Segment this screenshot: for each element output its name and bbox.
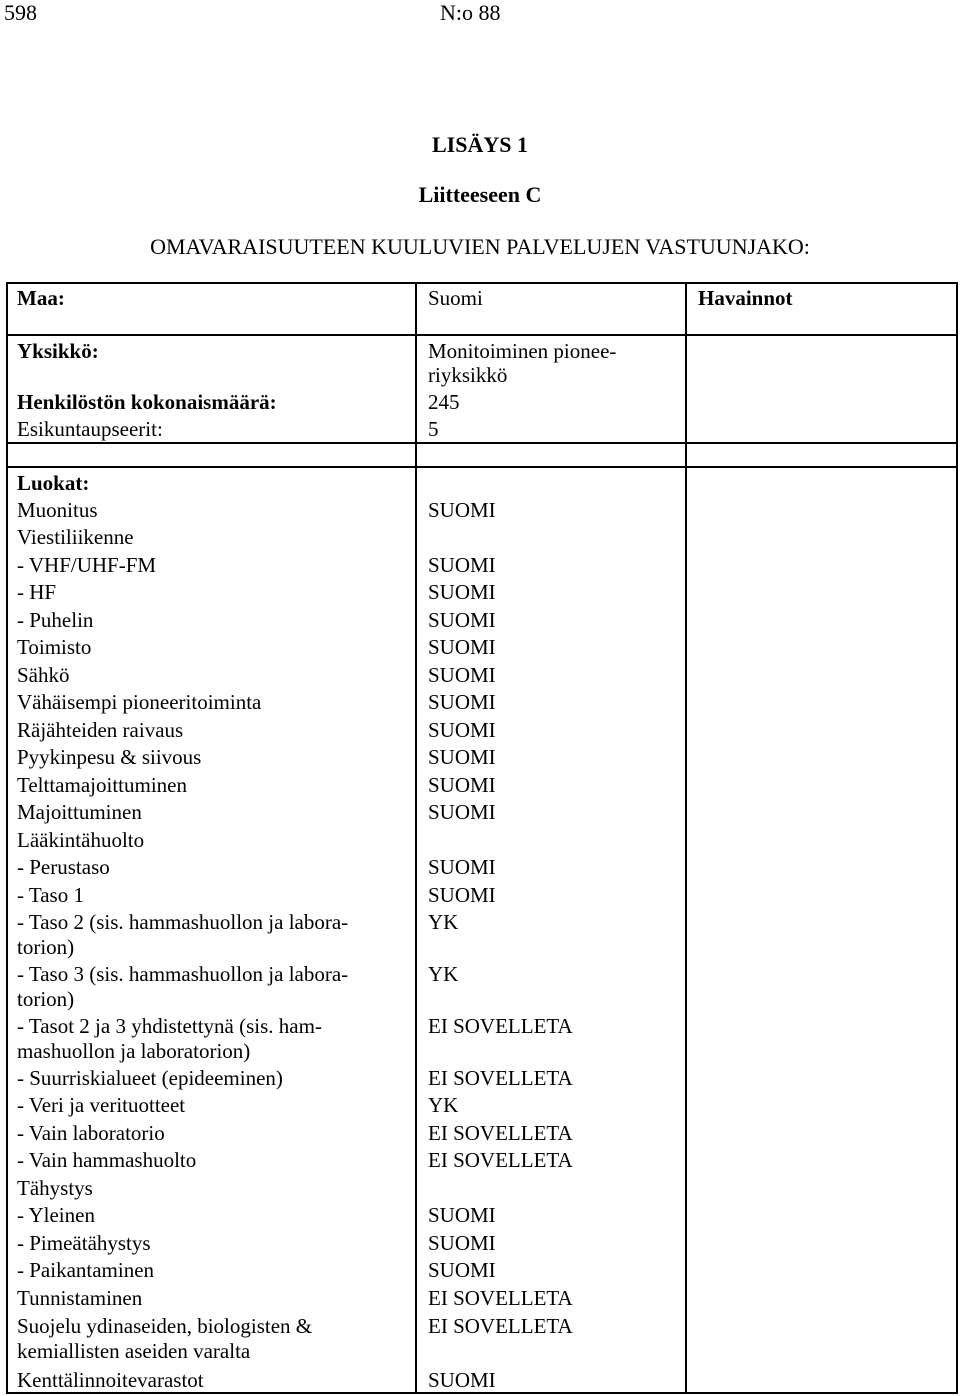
row-value: YK	[428, 962, 459, 986]
personnel-value: 245	[428, 390, 460, 414]
row-label: - Vain laboratorio	[17, 1121, 165, 1145]
table-rule	[6, 334, 958, 336]
table-column-divider	[685, 282, 687, 1394]
table-border-right	[956, 282, 958, 1394]
staff-officers-value: 5	[428, 417, 439, 441]
row-label: - Taso 2 (sis. hammashuollon ja labora-	[17, 910, 349, 934]
row-label: Toimisto	[17, 635, 92, 659]
row-label: Viestiliikenne	[17, 525, 134, 549]
row-label-continued: mashuollon ja laboratorion)	[17, 1039, 251, 1063]
row-value: SUOMI	[428, 773, 496, 797]
row-value: SUOMI	[428, 883, 496, 907]
row-label: - Perustaso	[17, 855, 110, 879]
row-label: - Yleinen	[17, 1203, 95, 1227]
table-border-left	[6, 282, 8, 1394]
row-value: SUOMI	[428, 718, 496, 742]
row-label: - Suurriskialueet (epideeminen)	[17, 1066, 283, 1090]
table-rule	[6, 442, 958, 444]
row-value: SUOMI	[428, 498, 496, 522]
row-label: Suojelu ydinaseiden, biologisten &	[17, 1314, 313, 1338]
observations-header: Havainnot	[698, 286, 793, 310]
table-heading: OMAVARAISUUTEEN KUULUVIEN PALVELUJEN VASTUUNJAKO:	[150, 234, 810, 259]
row-label: Majoittuminen	[17, 800, 142, 824]
row-label: Vähäisempi pioneeritoiminta	[17, 690, 262, 714]
row-value: EI SOVELLETA	[428, 1286, 573, 1310]
row-value: SUOMI	[428, 745, 496, 769]
row-value: SUOMI	[428, 580, 496, 604]
page-number: 598	[4, 0, 37, 25]
row-label: - Puhelin	[17, 608, 94, 632]
row-label: Tähystys	[17, 1176, 93, 1200]
categories-label: Luokat:	[17, 471, 90, 495]
row-label: Pyykinpesu & siivous	[17, 745, 202, 769]
row-label: Muonitus	[17, 498, 98, 522]
document-title: LISÄYS 1	[432, 132, 528, 157]
row-label-continued: torion)	[17, 987, 75, 1011]
row-label: Tunnistaminen	[17, 1286, 143, 1310]
staff-officers-label: Esikuntaupseerit:	[17, 417, 163, 441]
table-rule	[6, 466, 958, 468]
row-value: EI SOVELLETA	[428, 1014, 573, 1038]
row-label-continued: kemiallisten aseiden varalta	[17, 1339, 251, 1363]
row-label: - HF	[17, 580, 57, 604]
row-label: - Vain hammashuolto	[17, 1148, 197, 1172]
unit-value-line1: Monitoiminen pionee-	[428, 339, 617, 363]
row-value: SUOMI	[428, 1258, 496, 1282]
row-label: Räjähteiden raivaus	[17, 718, 184, 742]
row-value: SUOMI	[428, 1203, 496, 1227]
row-value: SUOMI	[428, 1231, 496, 1255]
row-label: - Tasot 2 ja 3 yhdistettynä (sis. ham-	[17, 1014, 322, 1038]
row-label: Lääkintähuolto	[17, 828, 145, 852]
row-value: SUOMI	[428, 635, 496, 659]
country-value: Suomi	[428, 286, 483, 310]
row-label: - Taso 1	[17, 883, 84, 907]
row-label: Kenttälinnoitevarastot	[17, 1368, 204, 1392]
row-value: YK	[428, 910, 459, 934]
table-column-divider	[415, 282, 417, 1394]
row-value: SUOMI	[428, 1368, 496, 1392]
row-label: - Pimeätähystys	[17, 1231, 151, 1255]
row-value: YK	[428, 1093, 459, 1117]
unit-label: Yksikkö:	[17, 339, 99, 363]
document-subtitle: Liitteeseen C	[418, 182, 542, 207]
row-value: EI SOVELLETA	[428, 1148, 573, 1172]
row-value: EI SOVELLETA	[428, 1314, 573, 1338]
row-label: - VHF/UHF-FM	[17, 553, 157, 577]
row-label: - Taso 3 (sis. hammashuollon ja labora-	[17, 962, 349, 986]
row-value: SUOMI	[428, 690, 496, 714]
row-value: SUOMI	[428, 855, 496, 879]
issue-number: N:o 88	[440, 0, 501, 25]
table-border-top	[6, 282, 958, 284]
row-label-continued: torion)	[17, 935, 75, 959]
row-value: SUOMI	[428, 800, 496, 824]
row-value: EI SOVELLETA	[428, 1121, 573, 1145]
row-value: SUOMI	[428, 663, 496, 687]
row-label: - Veri ja verituotteet	[17, 1093, 186, 1117]
unit-value-line2: riyksikkö	[428, 363, 508, 387]
row-label: Telttamajoittuminen	[17, 773, 187, 797]
row-label: - Paikantaminen	[17, 1258, 155, 1282]
personnel-label: Henkilöstön kokonaismäärä:	[17, 390, 277, 414]
row-value: SUOMI	[428, 608, 496, 632]
row-value: SUOMI	[428, 553, 496, 577]
row-value: EI SOVELLETA	[428, 1066, 573, 1090]
row-label: Sähkö	[17, 663, 70, 687]
country-label: Maa:	[17, 286, 65, 310]
